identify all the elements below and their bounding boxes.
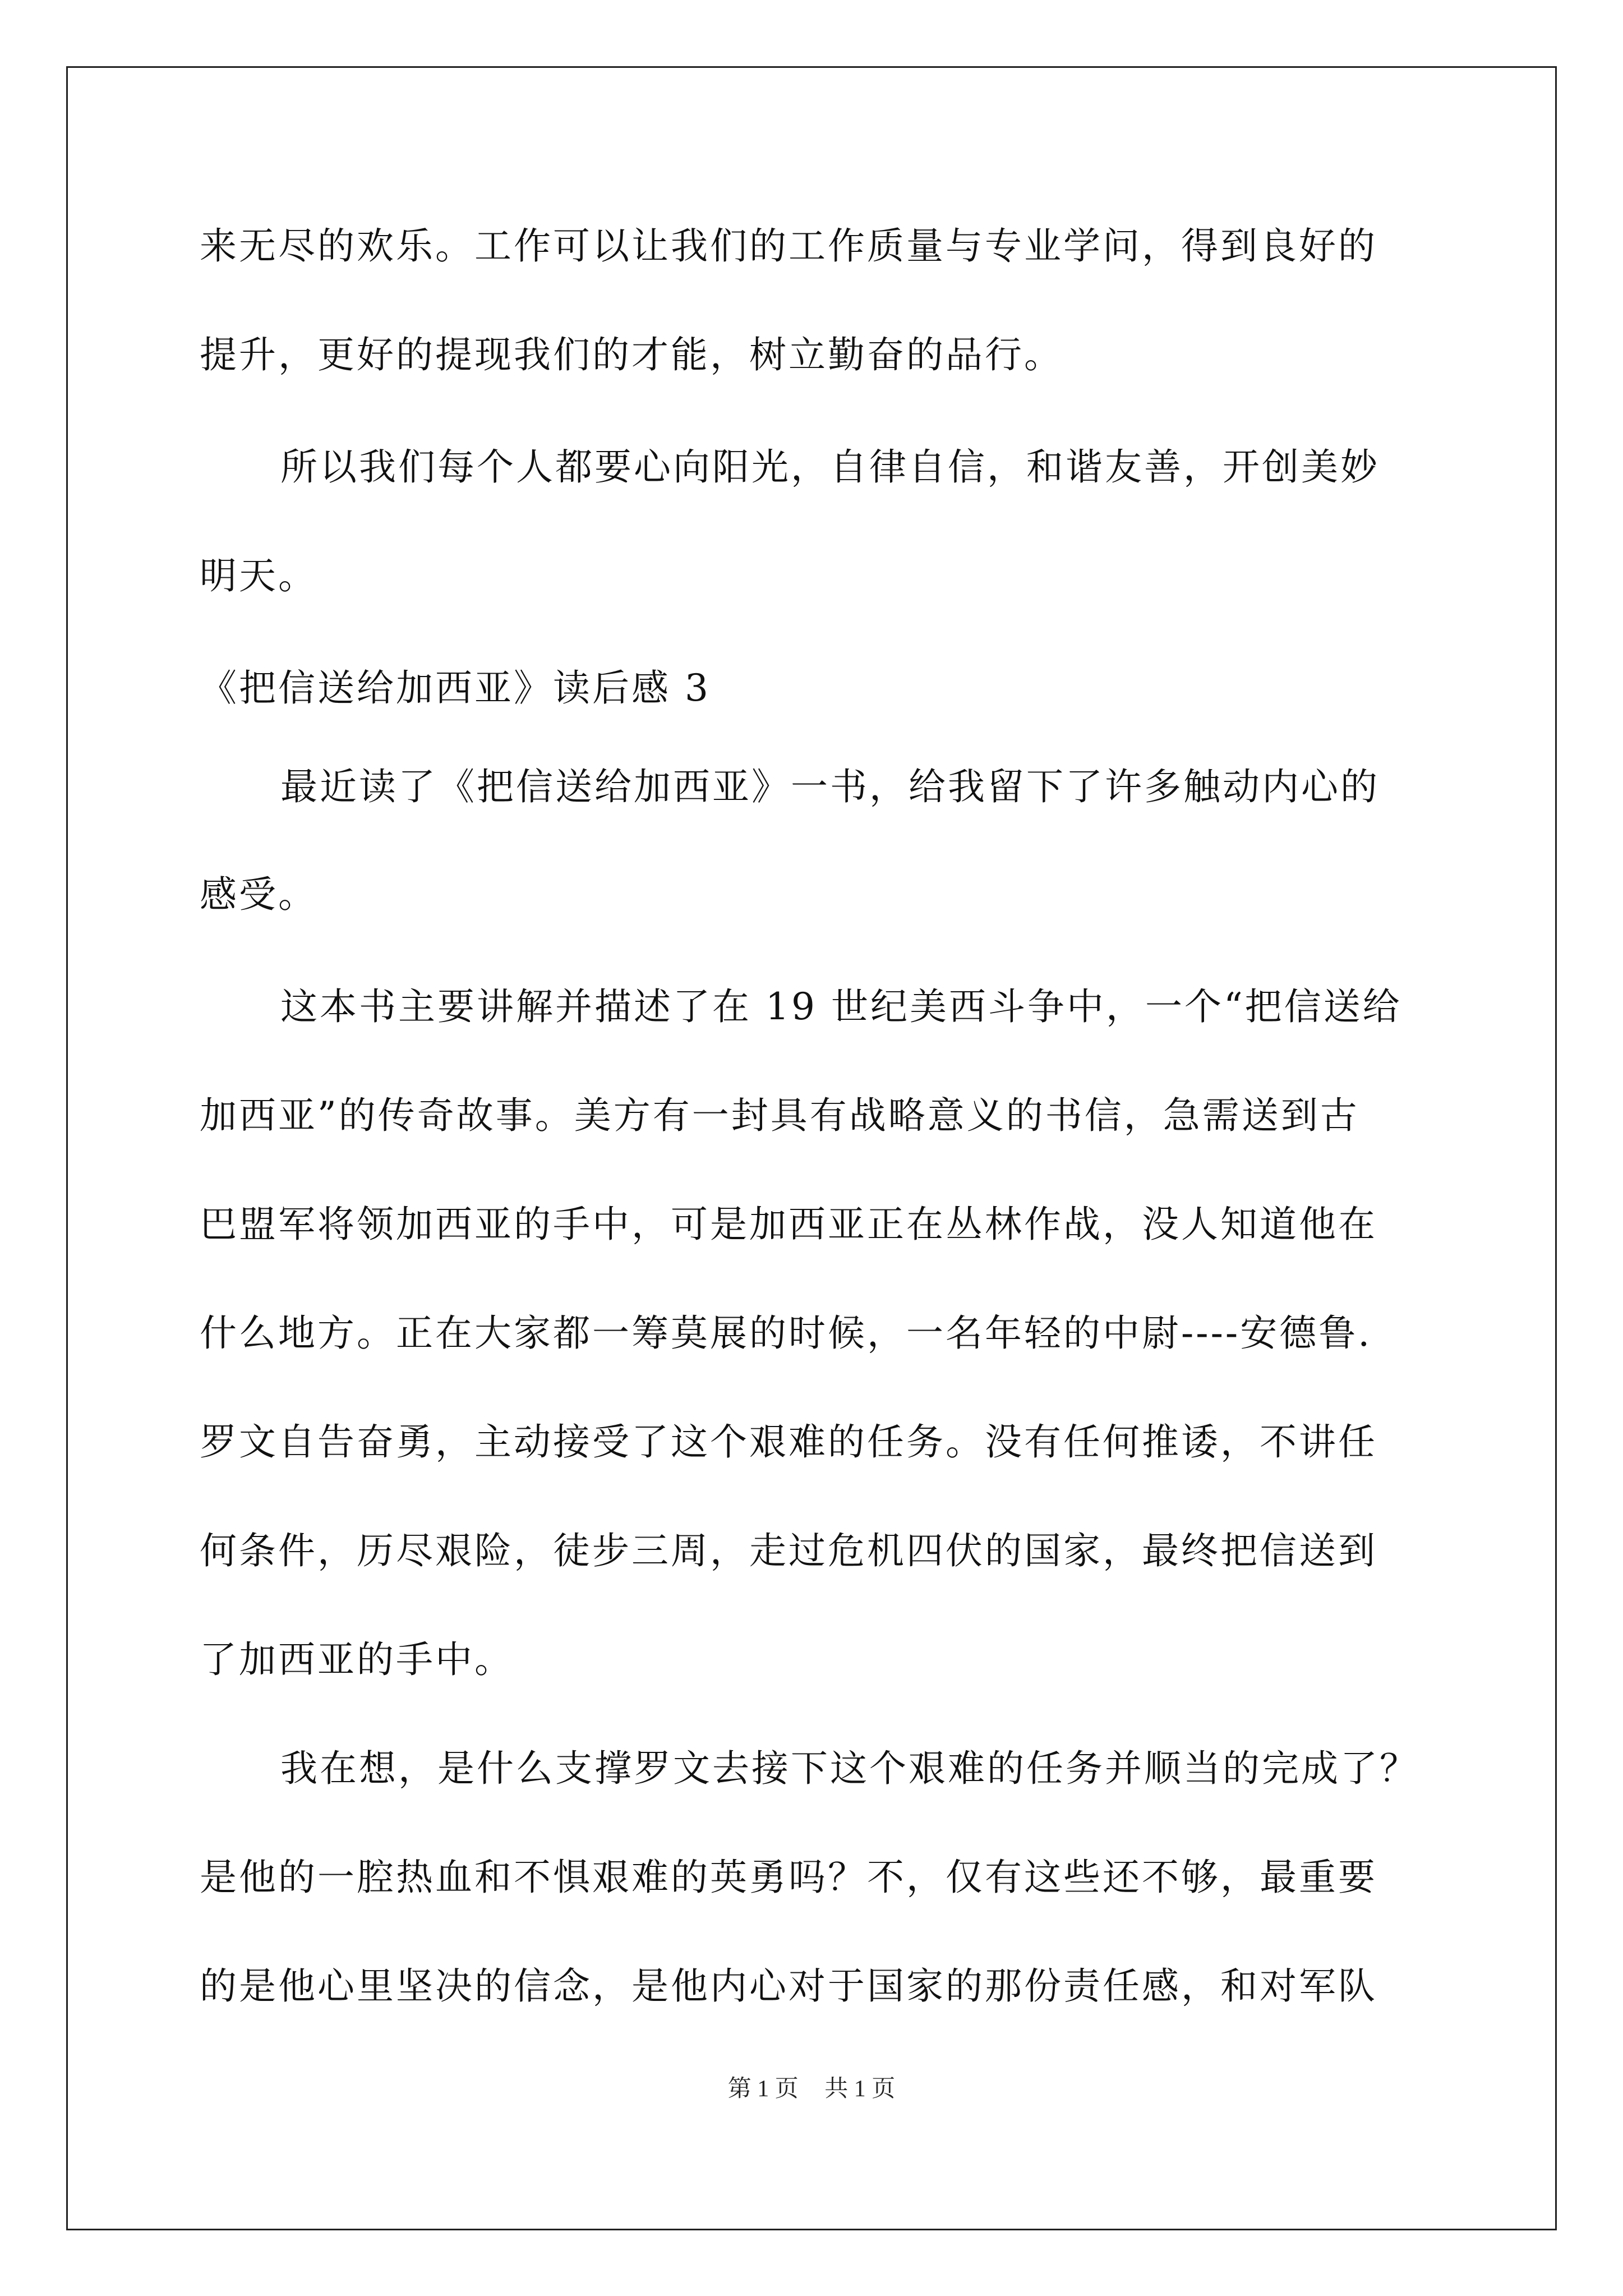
page-footer (0, 2070, 1623, 2104)
text-line: 提升，更好的提现我们的才能，树立勤奋的品行。 (200, 333, 1063, 376)
text-line: 巴盟军将领加西亚的手中，可是加西亚正在丛林作战，没人知道他在 (200, 1203, 1377, 1246)
text-line: 是他的一腔热血和不惧艰难的英勇吗？不，仅有这些还不够，最重要 (200, 1856, 1377, 1899)
text-line: 的是他心里坚决的信念，是他内心对于国家的那份责任感，和对军队 (200, 1964, 1377, 2008)
page-number: 第 1 页 (727, 2076, 799, 2102)
page-frame (66, 66, 1557, 2230)
text-line: 这本书主要讲解并描述了在 19 世纪美西斗争中，一个“把信送给 (280, 985, 1402, 1028)
text-line: 感受。 (200, 873, 317, 916)
text-line: 什么地方。正在大家都一筹莫展的时候，一名年轻的中尉----安德鲁. (200, 1312, 1372, 1355)
text-line: 我在想，是什么支撑罗文去接下这个艰难的任务并顺当的完成了？ (280, 1747, 1419, 1790)
text-line: 罗文自告奋勇，主动接受了这个艰难的任务。没有任何推诿，不讲任 (200, 1420, 1377, 1464)
text-line: 最近读了《把信送给加西亚》一书，给我留下了许多触动内心的 (280, 765, 1380, 808)
text-line: 明天。 (200, 554, 317, 597)
text-line: 何条件，历尽艰险，徒步三周，走过危机四伏的国家，最终把信送到 (200, 1529, 1377, 1572)
text-line: 所以我们每个人都要心向阳光，自律自信，和谐友善，开创美妙 (280, 445, 1380, 489)
text-line: 了加西亚的手中。 (200, 1638, 514, 1681)
text-line: 来无尽的欢乐。工作可以让我们的工作质量与专业学问，得到良好的 (200, 224, 1377, 268)
section-heading: 《把信送给加西亚》读后感 3 (200, 666, 711, 710)
page-total: 共 1 页 (824, 2076, 896, 2102)
text-line: 加西亚”的传奇故事。美方有一封具有战略意义的书信，急需送到古 (200, 1094, 1359, 1137)
